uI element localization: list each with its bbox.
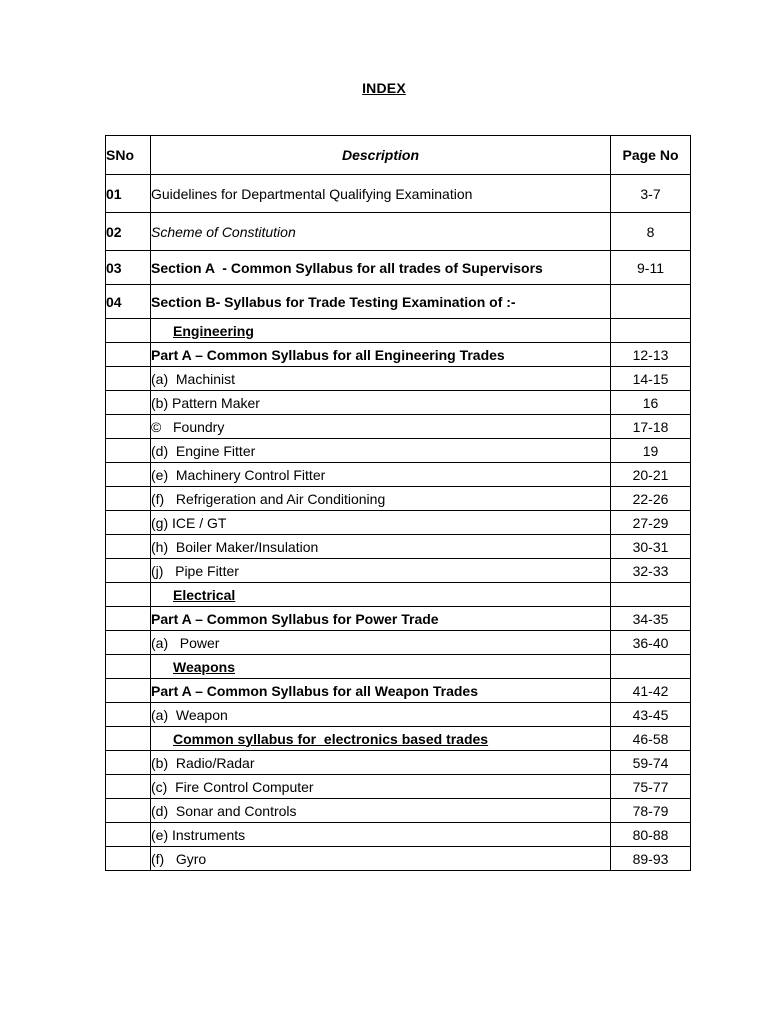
row-sno (106, 823, 151, 847)
table-row (106, 703, 691, 727)
row-description: Guidelines for Departmental Qualifying Examination (151, 175, 611, 213)
table-row (106, 775, 691, 799)
row-sno: 03 (106, 251, 151, 285)
row-description: (d) Engine Fitter (151, 439, 611, 463)
row-sno (106, 559, 151, 583)
row-description: (j) Pipe Fitter (151, 559, 611, 583)
table-row (106, 607, 691, 631)
row-sno (106, 799, 151, 823)
column-header-page-no: Page No (611, 136, 691, 175)
row-page-no: 3-7 (611, 175, 691, 213)
row-page-no: 75-77 (611, 775, 691, 799)
row-page-no: 89-93 (611, 847, 691, 871)
row-description: (f) Refrigeration and Air Conditioning (151, 487, 611, 511)
row-description: Part A – Common Syllabus for all Engineering Trades (151, 343, 611, 367)
row-description: Section A - Common Syllabus for all trades of Supervisors (151, 251, 611, 285)
table-row (106, 583, 691, 607)
row-description: (b) Radio/Radar (151, 751, 611, 775)
row-page-no: 14-15 (611, 367, 691, 391)
table-row (106, 799, 691, 823)
table-row (106, 559, 691, 583)
row-description: Engineering (151, 319, 611, 343)
table-row (106, 679, 691, 703)
row-sno (106, 631, 151, 655)
table-row (106, 847, 691, 871)
row-page-no: 36-40 (611, 631, 691, 655)
table-row (106, 439, 691, 463)
row-sno (106, 415, 151, 439)
table-row (106, 319, 691, 343)
row-page-no: 32-33 (611, 559, 691, 583)
row-sno (106, 391, 151, 415)
table-row (106, 463, 691, 487)
row-page-no: 8 (611, 213, 691, 251)
row-description: (e) Machinery Control Fitter (151, 463, 611, 487)
row-page-no: 27-29 (611, 511, 691, 535)
row-description: (a) Power (151, 631, 611, 655)
row-sno (106, 847, 151, 871)
row-sno: 01 (106, 175, 151, 213)
row-description: (e) Instruments (151, 823, 611, 847)
row-sno (106, 679, 151, 703)
row-page-no: 17-18 (611, 415, 691, 439)
table-row (106, 751, 691, 775)
row-page-no: 19 (611, 439, 691, 463)
row-description: (f) Gyro (151, 847, 611, 871)
table-row (106, 487, 691, 511)
table-row (106, 823, 691, 847)
row-sno (106, 535, 151, 559)
table-row (106, 727, 691, 751)
table-row (106, 367, 691, 391)
row-page-no: 78-79 (611, 799, 691, 823)
row-sno (106, 439, 151, 463)
table-row (106, 631, 691, 655)
row-page-no: 41-42 (611, 679, 691, 703)
row-description: (g) ICE / GT (151, 511, 611, 535)
row-sno (106, 463, 151, 487)
table-row (106, 213, 691, 251)
row-page-no: 9-11 (611, 251, 691, 285)
row-description: (c) Fire Control Computer (151, 775, 611, 799)
row-page-no: 20-21 (611, 463, 691, 487)
row-description: (a) Weapon (151, 703, 611, 727)
row-description: Part A – Common Syllabus for all Weapon Trades (151, 679, 611, 703)
table-row (106, 175, 691, 213)
row-page-no: 43-45 (611, 703, 691, 727)
row-page-no: 22-26 (611, 487, 691, 511)
row-sno (106, 367, 151, 391)
table-row (106, 535, 691, 559)
row-page-no: 12-13 (611, 343, 691, 367)
row-sno (106, 487, 151, 511)
row-description: Weapons (151, 655, 611, 679)
row-sno (106, 343, 151, 367)
row-page-no (611, 583, 691, 607)
row-sno (106, 775, 151, 799)
row-description: (a) Machinist (151, 367, 611, 391)
row-sno (106, 607, 151, 631)
row-page-no: 80-88 (611, 823, 691, 847)
row-sno (106, 655, 151, 679)
table-row (106, 285, 691, 319)
table-row (106, 655, 691, 679)
column-header-sno: SNo (106, 136, 151, 175)
row-description: Common syllabus for electronics based trades (151, 727, 611, 751)
row-page-no (611, 285, 691, 319)
row-sno: 02 (106, 213, 151, 251)
table-row (106, 415, 691, 439)
row-page-no: 46-58 (611, 727, 691, 751)
table-row (106, 391, 691, 415)
row-description: (h) Boiler Maker/Insulation (151, 535, 611, 559)
row-description: Part A – Common Syllabus for Power Trade (151, 607, 611, 631)
table-row (106, 251, 691, 285)
row-sno: 04 (106, 285, 151, 319)
row-sno (106, 703, 151, 727)
row-description: (b) Pattern Maker (151, 391, 611, 415)
row-sno (106, 511, 151, 535)
row-sno (106, 751, 151, 775)
row-page-no (611, 319, 691, 343)
row-description: Section B- Syllabus for Trade Testing Examination of :- (151, 285, 611, 319)
table-row (106, 511, 691, 535)
table-header-row (106, 136, 691, 175)
row-description: Scheme of Constitution (151, 213, 611, 251)
row-description: © Foundry (151, 415, 611, 439)
row-description: Electrical (151, 583, 611, 607)
table-row (106, 343, 691, 367)
row-page-no: 16 (611, 391, 691, 415)
row-sno (106, 727, 151, 751)
row-description: (d) Sonar and Controls (151, 799, 611, 823)
row-sno (106, 583, 151, 607)
index-table (105, 135, 691, 871)
row-page-no: 34-35 (611, 607, 691, 631)
page-title: INDEX (362, 80, 406, 96)
row-page-no: 30-31 (611, 535, 691, 559)
row-sno (106, 319, 151, 343)
column-header-description: Description (151, 136, 611, 175)
row-page-no (611, 655, 691, 679)
row-page-no: 59-74 (611, 751, 691, 775)
